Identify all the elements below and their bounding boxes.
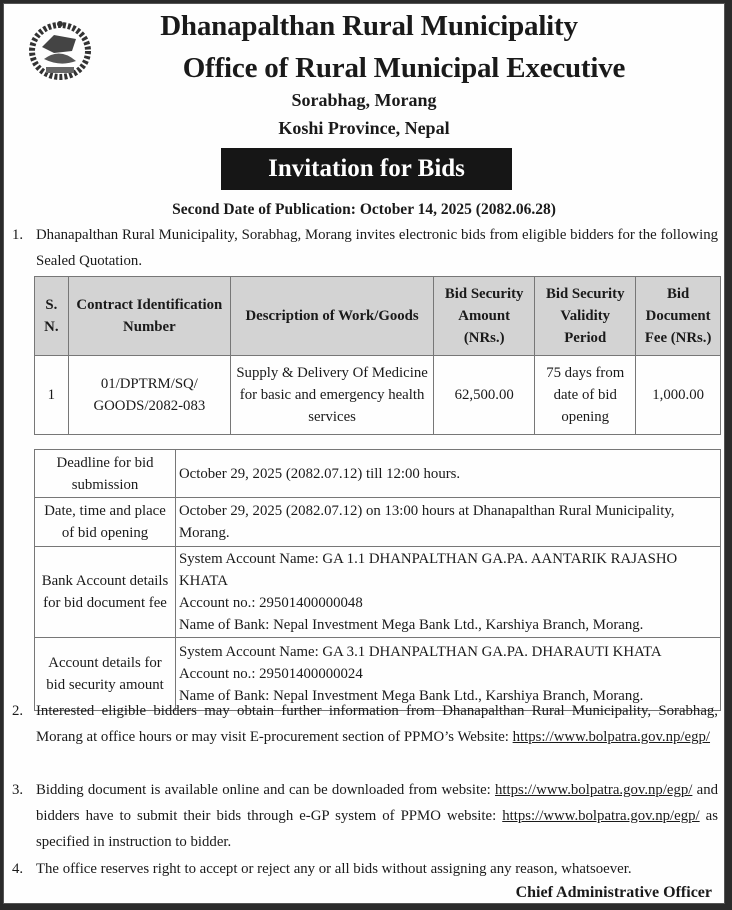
text-segment: Interested eligible bidders may obtain further information from Dhanapalthan Rural Municipality, Sorabhag, Morang at office hours or may visit E-procurement section of PPMO’s Website: (36, 703, 718, 745)
paragraph-text (36, 698, 718, 750)
table-row (35, 498, 721, 547)
table-row (35, 356, 721, 435)
bolpatra-egp-link[interactable]: https://www.bolpatra.gov.np/egp/ (502, 808, 700, 824)
location: Sorabhag, Morang (291, 90, 437, 110)
header-sn: S. N. (35, 277, 69, 356)
value-line: October 29, 2025 (2082.07.12) on 13:00 hours at Dhanapalthan Rural Municipality, Morang. (179, 503, 675, 541)
text-segment: as specified in instruction to bidder. (36, 808, 718, 850)
ppmo-website-link[interactable]: https://www.bolpatra.gov.np/egp/ (512, 729, 711, 745)
header-validity: Bid Security Validity Period (535, 277, 636, 356)
table-header-row (35, 277, 721, 356)
value-bid-opening (176, 498, 721, 547)
value-deadline (176, 450, 721, 498)
paragraph-text: Dhanapalthan Rural Municipality, Sorabhag, Morang invites electronic bids from eligible bidders for the following Sealed Quotation. (36, 227, 718, 269)
paragraph-3 (12, 777, 718, 855)
label-security-account: Account details for bid security amount (35, 638, 176, 711)
header-doc-fee: Bid Document Fee (NRs.) (636, 277, 721, 356)
header-description: Description of Work/Goods (231, 277, 434, 356)
paragraph-number: 4. (12, 861, 24, 877)
paragraph-text (36, 777, 718, 855)
province: Koshi Province, Nepal (278, 118, 450, 138)
cell-sn: 1 (35, 356, 69, 435)
cell-contract-id: 01/DPTRM/SQ/ GOODS/2082-083 (68, 356, 230, 435)
paragraph-number: 2. (12, 703, 24, 719)
label-deadline: Deadline for bid submission (35, 450, 176, 498)
table-row (35, 450, 721, 498)
publication-date: Second Date of Publication: October 14, 2025 (2082.06.28) (172, 201, 556, 218)
bid-table (34, 276, 721, 435)
account-name: System Account Name: GA 3.1 DHANPALTHAN GA.PA. DHARAUTI KHATA (179, 644, 662, 660)
bolpatra-download-link[interactable]: https://www.bolpatra.gov.np/egp/ (495, 782, 693, 798)
cell-security-amount: 62,500.00 (434, 356, 535, 435)
paragraph-4 (12, 856, 718, 882)
header-security-amount: Bid Security Amount (NRs.) (434, 277, 535, 356)
paragraph-1 (12, 222, 718, 274)
header-contract-id: Contract Identification Number (68, 277, 230, 356)
cell-description: Supply & Delivery Of Medicine for basic and emergency health services (231, 356, 434, 435)
notice-title-banner: Invitation for Bids (221, 148, 512, 190)
org-name: Dhanapalthan Rural Municipality (160, 10, 578, 42)
account-number: Account no.: 29501400000048 (179, 595, 363, 611)
cell-validity: 75 days from date of bid opening (535, 356, 636, 435)
bank-name: Name of Bank: Nepal Investment Mega Bank Ltd., Karshiya Branch, Morang. (179, 688, 644, 704)
paragraph-number: 1. (12, 227, 24, 243)
table-row (35, 547, 721, 638)
office-name: Office of Rural Municipal Executive (182, 52, 626, 84)
label-bid-opening: Date, time and place of bid opening (35, 498, 176, 547)
bank-name: Name of Bank: Nepal Investment Mega Bank Ltd., Karshiya Branch, Morang. (179, 617, 644, 633)
value-doc-fee-account (176, 547, 721, 638)
details-table (34, 449, 721, 711)
cell-doc-fee: 1,000.00 (636, 356, 721, 435)
value-line: October 29, 2025 (2082.07.12) till 12:00 hours. (179, 465, 461, 482)
paragraph-number: 3. (12, 782, 24, 798)
notice-page (3, 3, 725, 904)
label-doc-fee-account: Bank Account details for bid document fee (35, 547, 176, 638)
paragraph-text: The office reserves right to accept or reject any or all bids without assigning any reason, whatsoever. (36, 861, 632, 877)
paragraph-2 (12, 698, 718, 750)
account-name: System Account Name: GA 1.1 DHANPALTHAN GA.PA. AANTARIK RAJASHO KHATA (179, 551, 678, 589)
account-number: Account no.: 29501400000024 (179, 666, 363, 682)
text-segment: and bidders have to submit their bids through e-GP system of PPMO website: (36, 782, 718, 824)
text-segment: Bidding document is available online and can be downloaded from website: (36, 782, 495, 798)
signatory-title: Chief Administrative Officer (515, 884, 712, 901)
